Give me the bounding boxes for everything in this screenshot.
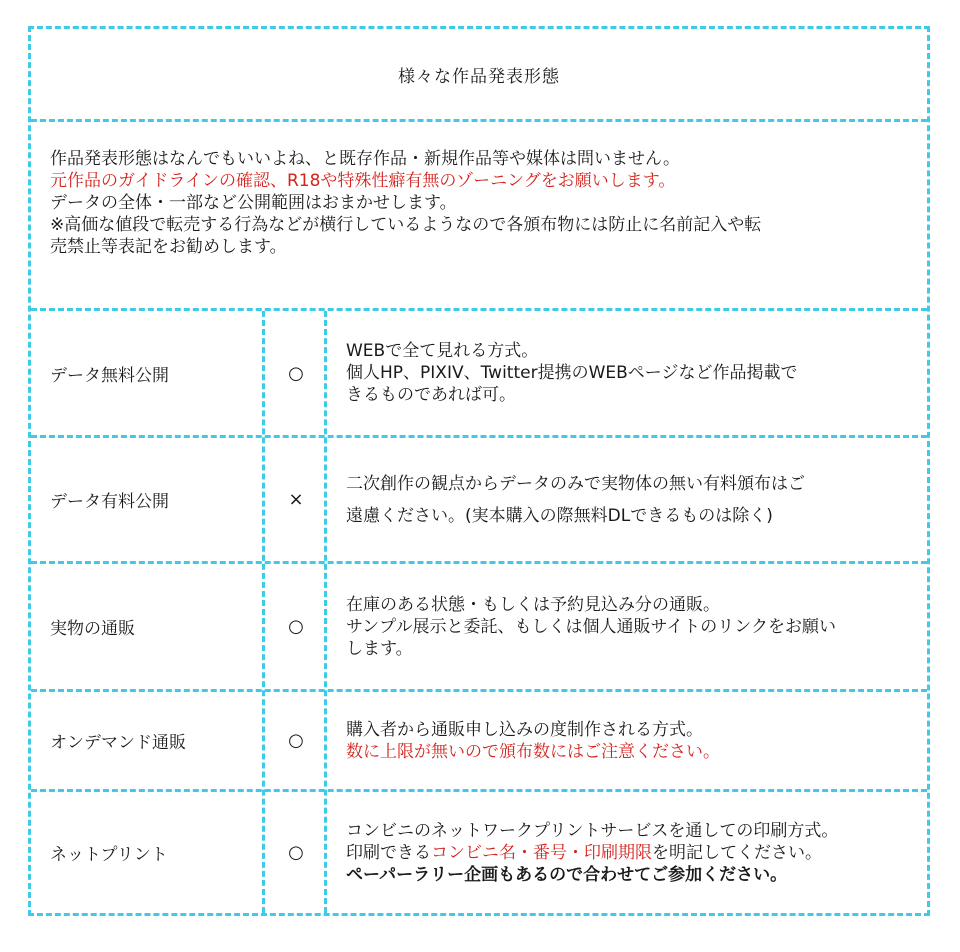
desc-line: 二次創作の観点からデータのみで実物体の無い有料頒布はご (346, 473, 805, 494)
table-row-on-demand (31, 692, 927, 792)
desc-text: 印刷できる (346, 842, 431, 863)
desc-line: WEBで全て見れる方式。 (346, 341, 539, 361)
row-name: ネットプリント (50, 845, 168, 865)
row-name: オンデマンド通販 (50, 733, 186, 753)
table-row-physical-mailorder (31, 564, 927, 692)
desc-line: きるものであれば可。 (346, 385, 516, 405)
intro-warning-line: 元作品のガイドラインの確認、R18や特殊性癖有無のゾーニングをお願いします。 (50, 171, 676, 191)
row-description (346, 692, 921, 789)
desc-text: を明記してください。 (652, 842, 822, 863)
row-name: 実物の通販 (50, 619, 135, 639)
row-description (346, 792, 921, 913)
row-description (346, 564, 921, 689)
desc-line: 在庫のある状態・もしくは予約見込み分の通販。 (346, 594, 720, 615)
table-row-data-free (31, 311, 927, 438)
row-name: データ無料公開 (50, 365, 169, 386)
table-row-net-print (31, 792, 927, 913)
row-mark-allowed: ○ (288, 842, 304, 863)
desc-line: 購入者から通販申し込みの度制作される方式。 (346, 719, 703, 740)
desc-line-mixed (346, 842, 921, 864)
intro-line: 作品発表形態はなんでもいいよね、と既存作品・新規作品等や媒体は問いません。 (50, 149, 681, 169)
desc-line: 遠慮ください。(実本購入の際無料DLできるものは除く) (346, 505, 773, 526)
desc-line: 個人HP、PIXIV、Twitter提携のWEBページなど作品掲載で (346, 363, 798, 383)
row-mark-not-allowed: × (288, 489, 304, 510)
table-row-data-paid (31, 438, 927, 564)
desc-bold-line: ペーパーラリー企画もあるので合わせてご参加ください。 (346, 864, 788, 885)
table-title (31, 29, 927, 122)
desc-line: します。 (346, 638, 413, 659)
publication-forms-table (28, 26, 930, 916)
intro-line: ※高価な値段で転売する行為などが横行しているようなので各頒布物には防止に名前記入や転 (50, 215, 762, 235)
row-mark-allowed: ○ (288, 616, 304, 637)
desc-line: コンビニのネットワークプリントサービスを通しての印刷方式。 (346, 820, 839, 841)
row-mark-allowed: ○ (288, 730, 304, 751)
table-title-text: 様々な作品発表形態 (398, 66, 560, 87)
desc-line: サンプル展示と委託、もしくは個人通販サイトのリンクをお願い (346, 616, 836, 637)
desc-emphasis: コンビニ名・番号・印刷期限 (431, 842, 652, 863)
row-mark-allowed: ○ (288, 362, 304, 384)
desc-warning-line: 数に上限が無いので頒布数にはご注意ください。 (346, 741, 720, 762)
intro-notes (31, 122, 927, 311)
intro-line: 売禁止等表記をお勧めします。 (50, 237, 287, 257)
row-name: データ有料公開 (50, 492, 169, 512)
row-description (346, 438, 921, 561)
row-description (346, 311, 921, 435)
intro-line: データの全体・一部など公開範囲はおまかせします。 (50, 193, 457, 213)
